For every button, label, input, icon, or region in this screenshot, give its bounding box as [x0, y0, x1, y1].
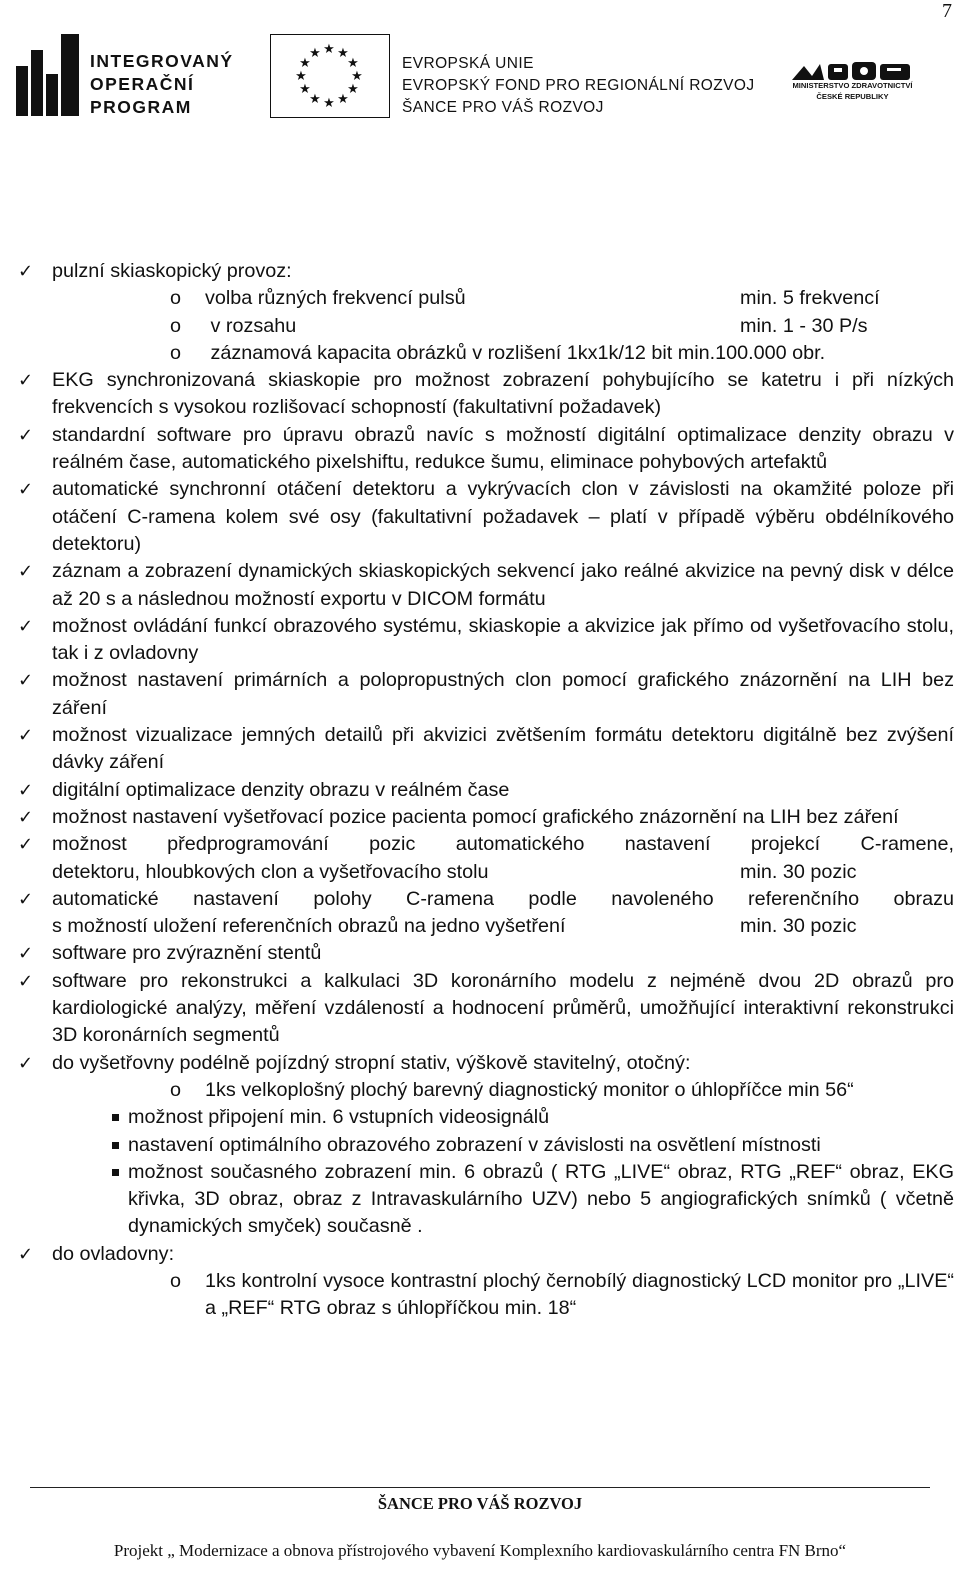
eu-text: EVROPSKÁ UNIE EVROPSKÝ FOND PRO REGIONÁLNÍ ROZVOJ ŠANCE PRO VÁŠ ROZVOJ [402, 55, 755, 116]
list-item-text: záznam a zobrazení dynamických skiaskopických sekvencí jako reálné akvizice na pevný disk v délce až 20 s a následnou možností exportu v DICOM formátu [52, 560, 954, 610]
list-item-text: možnost předprogramování pozic automatického nastavení projekcí C-ramene, [52, 833, 954, 856]
list-item-text: možnost nastavení vyšetřovací pozice pacienta pomocí grafického znázornění na LIH bez záření [52, 805, 899, 828]
iop-logo-bar [46, 74, 58, 116]
sub-item-text: záznamová kapacita obrázků v rozlišení 1kx1k/12 bit min.100.000 obr. [205, 341, 826, 364]
list-item [18, 1050, 954, 1077]
list-item-text: automatické synchronní otáčení detektoru a vykrývacích clon v závislosti na okamžité poloze při otáčení C-ramena kolem své osy (fakultativní požadavek – platí v případě výběru obdélníkového detektoru) [52, 478, 954, 555]
list-item-text: standardní software pro úpravu obrazů navíc s možností digitální optimalizace denzity obrazu v reálném čase, automatického pixelshiftu, redukce šumu, eliminace pohybových artefaktů [52, 423, 954, 474]
sub-item [18, 340, 954, 367]
list-item [18, 886, 954, 941]
iop-logo-bar [16, 66, 28, 116]
checkmark-icon: ✓ [18, 615, 34, 637]
list-item [18, 476, 954, 558]
square-item [18, 1132, 954, 1159]
list-item-text: možnost nastavení primárních a polopropustných clon pomocí grafického znázornění na LIH bez záření [52, 669, 954, 719]
sub-item-value: min. 5 frekvencí [740, 287, 880, 310]
checkmark-icon: ✓ [18, 943, 34, 965]
checkmark-icon: ✓ [18, 779, 34, 801]
checkmark-icon: ✓ [18, 479, 34, 501]
list-item [18, 804, 954, 831]
svg-text:★: ★ [309, 45, 321, 60]
svg-text:★: ★ [323, 41, 335, 56]
square-item-text: nastavení optimálního obrazového zobrazení v závislosti na osvětlení místnosti [128, 1133, 821, 1156]
circle-bullet-icon: o [170, 341, 182, 364]
square-item-text: možnost připojení min. 6 vstupních videosignálů [128, 1106, 550, 1129]
checkmark-icon: ✓ [18, 670, 34, 692]
list-item [18, 831, 954, 886]
svg-text:★: ★ [323, 95, 335, 110]
sub-item-text: 1ks velkoplošný plochý barevný diagnostický monitor o úhlopříčce min 56“ [205, 1078, 854, 1101]
list-item [18, 968, 954, 1050]
list-item-text: automatické nastavení polohy C-ramena podle navoleného referenčního obrazu [52, 887, 954, 910]
eu-flag-icon [270, 34, 390, 118]
list-item-text: s možností uložení referenčních obrazů na jedno vyšetření [52, 915, 566, 938]
list-item-text: digitální optimalizace denzity obrazu v reálném čase [52, 778, 510, 801]
svg-text:★: ★ [309, 91, 321, 106]
circle-bullet-icon: o [170, 1269, 182, 1292]
checkmark-icon: ✓ [18, 834, 34, 856]
list-item-text-line [52, 913, 954, 940]
list-item-text: software pro zvýraznění stentů [52, 942, 322, 965]
list-item-text: software pro rekonstrukci a kalkulaci 3D koronárního modelu z nejméně dvou 2D obrazů pro kardiologické analýzy, měření vzdáleností a hodnocení průměrů, umožňující interaktivní rekonstrukci 3D koronárních segmentů [52, 969, 954, 1047]
svg-text:★: ★ [347, 55, 359, 70]
square-bullet-icon [112, 1114, 119, 1121]
circle-bullet-icon: o [170, 287, 182, 310]
square-item [18, 1104, 954, 1131]
list-item-text: pulzní skiaskopický provoz: [52, 260, 292, 282]
svg-text:★: ★ [299, 81, 311, 96]
iop-logo-bar [61, 34, 79, 116]
square-bullet-icon [112, 1142, 119, 1149]
list-item [18, 1241, 954, 1268]
iop-logo-bar [31, 50, 43, 116]
checkmark-icon: ✓ [18, 1052, 34, 1074]
list-item-text: do vyšetřovny podélně pojízdný stropní stativ, výškově stavitelný, otočný: [52, 1051, 691, 1074]
iop-logo [16, 34, 234, 118]
checkmark-icon: ✓ [18, 561, 34, 583]
sub-item [18, 285, 954, 312]
svg-text:★: ★ [347, 81, 359, 96]
list-item-text: detektoru, hloubkových clon a vyšetřovacího stolu [52, 860, 489, 883]
svg-text:★: ★ [299, 55, 311, 70]
checkmark-icon: ✓ [18, 370, 34, 392]
list-item [18, 940, 954, 967]
list-item-value: min. 30 pozic [740, 860, 857, 883]
iop-logo-text: INTEGROVANÝ OPERAČNÍ PROGRAM [90, 51, 234, 117]
sub-item-value: min. 1 - 30 P/s [740, 314, 868, 337]
list-item [18, 367, 954, 422]
list-item-text-line [52, 859, 954, 886]
ministry-caption: MINISTERSTVO ZDRAVOTNICTVÍ ČESKÉ REPUBLIKY [792, 81, 913, 101]
list-item [18, 558, 954, 613]
list-item-text: možnost ovládání funkcí obrazového systému, skiaskopie a akvizice jak přímo od vyšetřovacího stolu, tak i z ovladovny [52, 614, 954, 665]
sub-item-text: volba různých frekvencí pulsů [205, 287, 466, 310]
page-number: 7 [942, 0, 952, 22]
sub-item [18, 313, 954, 340]
svg-text:★: ★ [337, 91, 349, 106]
svg-text:★: ★ [337, 45, 349, 60]
list-item [18, 667, 954, 722]
checkmark-icon: ✓ [18, 261, 34, 282]
sub-item [18, 1077, 954, 1104]
checkmark-icon: ✓ [18, 970, 34, 992]
list-item-value: min. 30 pozic [740, 915, 857, 938]
list-item-text: do ovladovny: [52, 1242, 175, 1265]
circle-bullet-icon: o [170, 1078, 182, 1101]
checkmark-icon: ✓ [18, 725, 34, 747]
footer-divider [30, 1487, 930, 1488]
document-body [18, 258, 954, 1323]
list-item [18, 422, 954, 477]
square-item [18, 1159, 954, 1241]
circle-bullet-icon: o [170, 314, 182, 337]
svg-text:★: ★ [295, 68, 307, 83]
square-item-text: možnost současného zobrazení min. 6 obrazů ( RTG „LIVE“ obraz, RTG „REF“ obraz, EKG křivka, 3D obraz, obraz z Intravaskulárního UZV) nebo 5 angiografických snímků ( včetně dynamických smyček) současně . [128, 1160, 954, 1238]
sub-item [18, 1268, 954, 1323]
footer-project: Projekt „ Modernizace a obnova přístrojového vybavení Komplexního kardiovaskulárního centra FN Brno“ [113, 1541, 847, 1560]
list-item-text: EKG synchronizovaná skiaskopie pro možnost zobrazení pohybujícího se katetru i při nízkých frekvencích s vysokou rozlišovací schopností (fakultativní požadavek) [52, 369, 954, 419]
svg-text:★: ★ [351, 68, 363, 83]
sub-item-text: 1ks kontrolní vysoce kontrastní plochý černobílý diagnostický LCD monitor pro „LIVE“ a „REF“ RTG obraz s úhlopříčkou min. 18“ [205, 1269, 954, 1320]
checkmark-icon: ✓ [18, 1243, 34, 1265]
list-item [18, 613, 954, 668]
list-item [18, 722, 954, 777]
footer-slogan: ŠANCE PRO VÁŠ ROZVOJ [377, 1494, 583, 1513]
sub-item-text: v rozsahu [205, 314, 297, 337]
checkmark-icon: ✓ [18, 424, 34, 446]
list-item [18, 258, 954, 285]
list-item-text: možnost vizualizace jemných detailů při akvizici zvětšením formátu detektoru digitálně bez zvýšení dávky záření [52, 724, 954, 774]
checkmark-icon: ✓ [18, 888, 34, 910]
checkmark-icon: ✓ [18, 806, 34, 828]
square-bullet-icon [112, 1169, 119, 1176]
list-item [18, 777, 954, 804]
